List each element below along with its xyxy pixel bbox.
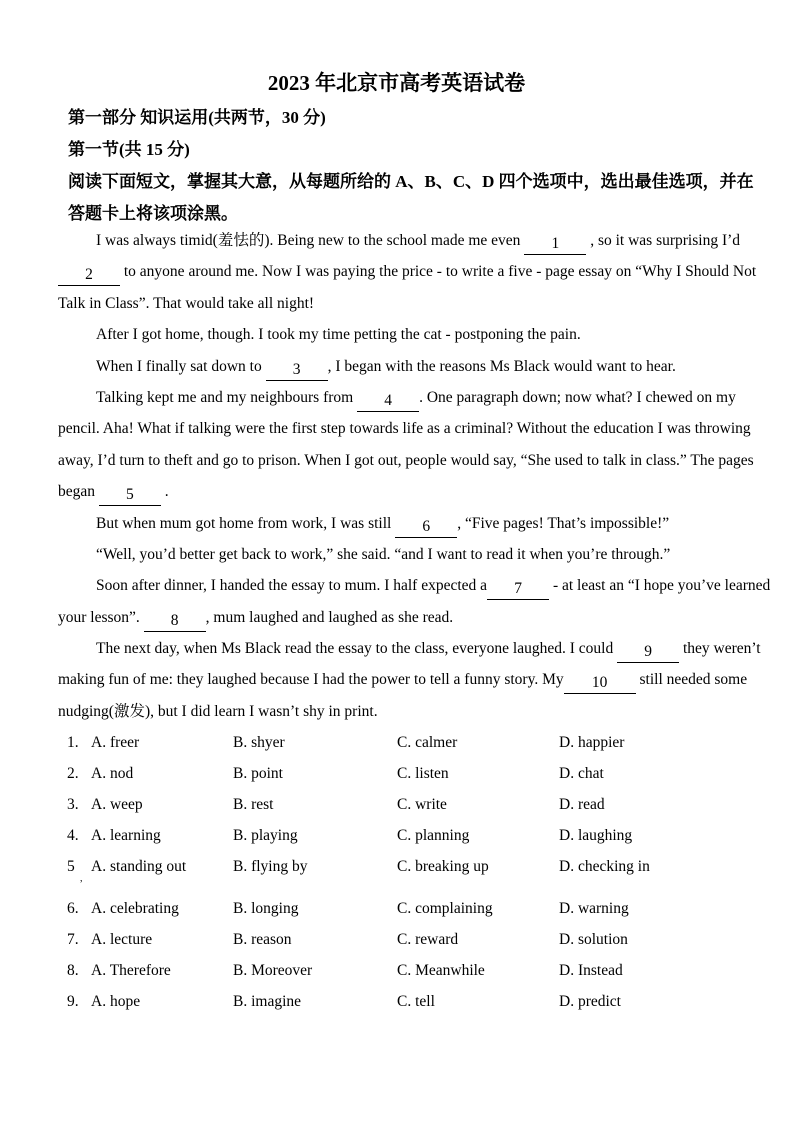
passage-text: they weren’t bbox=[679, 640, 761, 658]
q6-option-d bbox=[559, 893, 777, 924]
q1-option-b bbox=[233, 727, 397, 758]
passage-line-11 bbox=[58, 539, 758, 570]
q2-option-a-text: A. nod bbox=[91, 765, 134, 782]
q4-option-d bbox=[559, 820, 777, 851]
passage-text: Talking kept me and my neighbours from bbox=[96, 388, 358, 406]
instructions-line-2: 答题卡上将该项涂黑。 bbox=[68, 204, 238, 223]
passage-line-15 bbox=[58, 664, 758, 695]
passage-line-9 bbox=[58, 476, 758, 507]
q7-option-d bbox=[559, 924, 777, 955]
q3-option-d bbox=[559, 789, 777, 820]
q1-option-b-text: B. shyer bbox=[233, 734, 285, 751]
question-row-3 bbox=[67, 789, 777, 820]
q3-option-d-text: D. read bbox=[559, 796, 605, 813]
q2-option-d bbox=[559, 758, 777, 789]
question-row-5 bbox=[67, 851, 777, 882]
cloze-blank-1: 1 bbox=[524, 234, 586, 255]
page-title: 2023 年北京市高考英语试卷 bbox=[267, 71, 526, 95]
cloze-blank-2: 2 bbox=[58, 265, 120, 286]
passage-text: your lesson”. bbox=[58, 608, 144, 626]
q2-option-c-text: C. listen bbox=[397, 765, 449, 782]
passage-text: But when mum got home from work, I was still bbox=[96, 514, 396, 532]
q4-option-a bbox=[67, 820, 233, 851]
q5-option-c-text: C. breaking up bbox=[397, 858, 489, 875]
passage-text: pencil. Aha! What if talking were the first step towards life as a criminal? Without the education I was throwing bbox=[58, 420, 751, 438]
q8-option-c-text: C. Meanwhile bbox=[397, 962, 485, 979]
q7-option-c bbox=[397, 924, 559, 955]
q9-option-a-text: A. hope bbox=[91, 993, 141, 1010]
q9-option-b bbox=[233, 986, 397, 1017]
q2-number: 2. bbox=[67, 765, 79, 782]
passage-line-7 bbox=[58, 413, 758, 444]
q8-option-b bbox=[233, 955, 397, 986]
q6-option-c-text: C. complaining bbox=[397, 900, 493, 917]
passage-text: , I began with the reasons Ms Black would want to hear. bbox=[327, 357, 676, 375]
passage-text: Soon after dinner, I handed the essay to mum. I half expected a bbox=[96, 577, 488, 595]
passage-text: The next day, when Ms Black read the essay to the class, everyone laughed. I could bbox=[96, 640, 618, 658]
q3-option-a bbox=[67, 789, 233, 820]
q1-option-d bbox=[559, 727, 777, 758]
passage-line-1 bbox=[58, 225, 758, 256]
q7-option-c-text: C. reward bbox=[397, 931, 459, 948]
q7-option-b bbox=[233, 924, 397, 955]
q3-number: 3. bbox=[67, 796, 79, 813]
question-row-8 bbox=[67, 955, 777, 986]
passage-text: making fun of me: they laughed because I had the power to tell a funny story. My bbox=[58, 671, 564, 689]
q9-option-a bbox=[67, 986, 233, 1017]
passage-text: I was always timid(羞怯的). Being new to the school made me even bbox=[96, 232, 525, 249]
passage-line-4 bbox=[58, 319, 758, 350]
q7-number: 7. bbox=[67, 931, 79, 948]
cloze-blank-9: 9 bbox=[617, 642, 679, 663]
q5-option-d bbox=[559, 851, 777, 882]
passage-line-12 bbox=[58, 570, 771, 601]
part-heading: 第一部分 知识运用(共两节，30 分) bbox=[68, 108, 326, 127]
passage-text: Talk in Class”. That would take all night! bbox=[58, 294, 315, 312]
q8-number: 8. bbox=[67, 962, 79, 979]
q3-option-b bbox=[233, 789, 397, 820]
q9-option-c bbox=[397, 986, 559, 1017]
passage-text: nudging(激发), but I did learn I wasn’t shy in print. bbox=[58, 702, 378, 720]
q6-option-a-text: A. celebrating bbox=[91, 900, 179, 917]
q4-option-d-text: D. laughing bbox=[559, 827, 633, 844]
question-row-4 bbox=[67, 820, 777, 851]
passage-line-16 bbox=[58, 696, 758, 727]
questions-table bbox=[67, 727, 777, 1017]
passage-text: . bbox=[160, 483, 169, 501]
passage-text: , so it was surprising I’d bbox=[586, 232, 741, 249]
q2-option-d-text: D. chat bbox=[559, 765, 604, 782]
passage-text: , mum laughed and laughed as she read. bbox=[205, 608, 454, 626]
q4-option-a-text: A. learning bbox=[91, 827, 161, 844]
passage-line-2 bbox=[58, 256, 758, 287]
q3-option-c bbox=[397, 789, 559, 820]
q7-option-a-text: A. lecture bbox=[91, 931, 153, 948]
q8-option-a bbox=[67, 955, 233, 986]
passage-text: to anyone around me. Now I was paying the price - to write a five - page essay on “Why I Should Not bbox=[120, 263, 757, 281]
passage-line-6 bbox=[58, 382, 758, 413]
cloze-blank-4: 4 bbox=[357, 391, 419, 412]
q1-option-c-text: C. calmer bbox=[397, 734, 458, 751]
cloze-blank-3: 3 bbox=[266, 360, 328, 381]
passage-line-13 bbox=[58, 602, 758, 633]
q9-option-d bbox=[559, 986, 777, 1017]
passage-line-5 bbox=[58, 351, 758, 382]
q4-number: 4. bbox=[67, 827, 79, 844]
q1-number: 1. bbox=[67, 734, 79, 751]
question-row-9 bbox=[67, 986, 777, 1017]
q3-option-c-text: C. write bbox=[397, 796, 447, 813]
q4-option-c bbox=[397, 820, 559, 851]
q5-option-a bbox=[67, 851, 233, 882]
q6-number: 6. bbox=[67, 900, 79, 917]
passage-text: After I got home, though. I took my time petting the cat - postponing the pain. bbox=[96, 326, 581, 344]
instructions-line-1: 阅读下面短文，掌握其大意，从每题所给的 A、B、C、D 四个选项中，选出最佳选项，并在 bbox=[68, 172, 754, 191]
cloze-blank-8: 8 bbox=[144, 611, 206, 632]
q5-option-d-text: D. checking in bbox=[559, 858, 650, 875]
cloze-blank-10: 10 bbox=[564, 673, 636, 694]
q3-option-b-text: B. rest bbox=[233, 796, 274, 813]
cloze-blank-6: 6 bbox=[395, 517, 457, 538]
question-row-7 bbox=[67, 924, 777, 955]
q5-option-b-text: B. flying by bbox=[233, 858, 308, 875]
passage-line-14 bbox=[58, 633, 761, 664]
q8-option-d-text: D. Instead bbox=[559, 962, 623, 979]
q9-number: 9. bbox=[67, 993, 79, 1010]
q2-option-a bbox=[67, 758, 233, 789]
q6-option-d-text: D. warning bbox=[559, 900, 629, 917]
passage-text: , “Five pages! That’s impossible!” bbox=[457, 514, 670, 532]
q2-option-b-text: B. point bbox=[233, 765, 283, 782]
q1-option-a bbox=[67, 727, 233, 758]
q1-option-c bbox=[397, 727, 559, 758]
passage-text: began bbox=[58, 483, 99, 501]
cloze-passage bbox=[58, 225, 771, 727]
passage-text: still needed some bbox=[635, 671, 748, 689]
q9-option-d-text: D. predict bbox=[559, 993, 621, 1010]
q8-option-c bbox=[397, 955, 559, 986]
passage-text: - at least an “I hope you’ve learned bbox=[549, 577, 771, 595]
q8-option-b-text: B. Moreover bbox=[233, 962, 313, 979]
q7-option-d-text: D. solution bbox=[559, 931, 628, 948]
passage-text: When I finally sat down to bbox=[96, 357, 266, 375]
q4-option-c-text: C. planning bbox=[397, 827, 470, 844]
q6-option-b bbox=[233, 893, 397, 924]
q1-option-a-text: A. freer bbox=[91, 734, 140, 751]
q2-option-c bbox=[397, 758, 559, 789]
passage-line-8 bbox=[58, 445, 758, 476]
stray-mark: , bbox=[80, 873, 83, 884]
passage-text: away, I’d turn to theft and go to prison. When I got out, people would say, “She used to talk in class.” The pages bbox=[58, 451, 754, 469]
question-row-2 bbox=[67, 758, 777, 789]
q5-option-a-text: A. standing out bbox=[91, 858, 187, 875]
q4-option-b-text: B. playing bbox=[233, 827, 298, 844]
q7-option-a bbox=[67, 924, 233, 955]
question-row-1 bbox=[67, 727, 777, 758]
q8-option-d bbox=[559, 955, 777, 986]
q3-option-a-text: A. weep bbox=[91, 796, 143, 813]
passage-text: “Well, you’d better get back to work,” she said. “and I want to read it when you’re through.” bbox=[96, 545, 671, 563]
section-heading: 第一节(共 15 分) bbox=[68, 140, 190, 159]
passage-text: . One paragraph down; now what? I chewed on my bbox=[419, 388, 736, 406]
q7-option-b-text: B. reason bbox=[233, 931, 292, 948]
q2-option-b bbox=[233, 758, 397, 789]
q6-option-c bbox=[397, 893, 559, 924]
q8-option-a-text: A. Therefore bbox=[91, 962, 171, 979]
q9-option-b-text: B. imagine bbox=[233, 993, 302, 1010]
q5-number: 5 bbox=[67, 858, 75, 875]
q4-option-b bbox=[233, 820, 397, 851]
q6-option-b-text: B. longing bbox=[233, 900, 299, 917]
question-row-6 bbox=[67, 893, 777, 924]
q9-option-c-text: C. tell bbox=[397, 993, 435, 1010]
q5-option-b bbox=[233, 851, 397, 882]
q1-option-d-text: D. happier bbox=[559, 734, 625, 751]
q5-option-c bbox=[397, 851, 559, 882]
passage-line-10 bbox=[58, 508, 758, 539]
passage-line-3 bbox=[58, 288, 758, 319]
cloze-blank-7: 7 bbox=[487, 579, 549, 600]
q6-option-a bbox=[67, 893, 233, 924]
cloze-blank-5: 5 bbox=[99, 485, 161, 506]
